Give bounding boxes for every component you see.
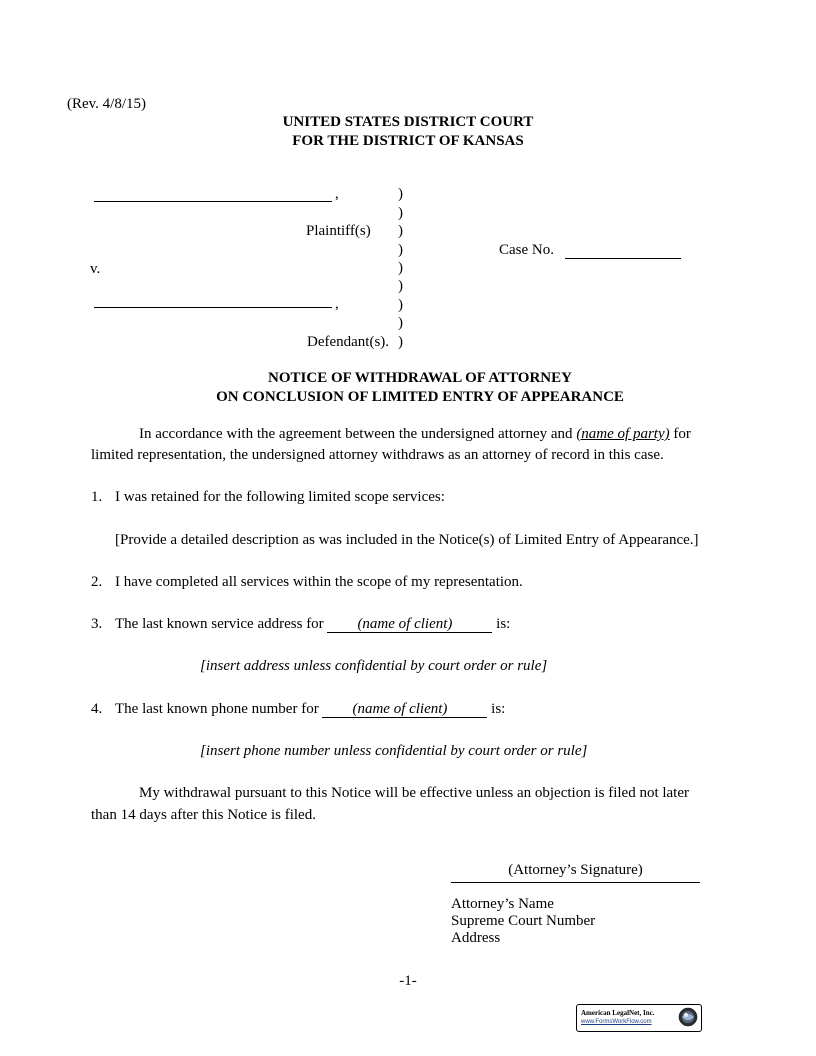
- party-name-placeholder[interactable]: (name of party): [576, 426, 670, 442]
- item-4-text-pre: The last known phone number for: [115, 701, 319, 717]
- paren: ): [398, 223, 403, 239]
- plaintiff-label: Plaintiff(s): [306, 223, 371, 239]
- address-description[interactable]: [insert address unless confidential by court order or rule]: [200, 658, 548, 674]
- paren: ): [398, 260, 403, 276]
- supreme-court-number[interactable]: Supreme Court Number: [451, 913, 596, 929]
- client-name-field-3[interactable]: [327, 617, 492, 633]
- item-text-4: [115, 701, 505, 718]
- defendant-name-line[interactable]: [94, 307, 332, 308]
- item-text-1: I was retained for the following limited scope services:: [115, 489, 445, 505]
- phone-description[interactable]: [insert phone number unless confidential by court order or rule]: [200, 743, 588, 759]
- intro-line2: limited representation, the undersigned attorney withdraws as an attorney of record in this case.: [91, 447, 664, 463]
- item-3-text-pre: The last known service address for: [115, 616, 324, 632]
- item-number-1: 1.: [91, 489, 103, 505]
- client-name-placeholder-4: (name of client): [352, 701, 448, 717]
- paren: ): [398, 242, 403, 258]
- notice-title-line1: NOTICE OF WITHDRAWAL OF ATTORNEY: [268, 370, 572, 386]
- closing-line2: than 14 days after this Notice is filed.: [91, 807, 316, 823]
- paren: ): [398, 334, 403, 350]
- closing-line1: My withdrawal pursuant to this Notice will be effective unless an objection is filed not later: [139, 785, 690, 801]
- item-number-2: 2.: [91, 574, 103, 590]
- item-text-3: [115, 616, 510, 633]
- paren: ): [398, 278, 403, 294]
- american-legalnet-logo[interactable]: [576, 1004, 702, 1032]
- client-name-placeholder-3: (name of client): [357, 616, 453, 632]
- notice-title-line2: ON CONCLUSION OF LIMITED ENTRY OF APPEARANCE: [216, 389, 624, 405]
- services-description[interactable]: [Provide a detailed description as was included in the Notice(s) of Limited Entry of Appearance.]: [115, 532, 699, 548]
- intro-text-part2: for: [673, 426, 691, 442]
- revision-date: (Rev. 4/8/15): [67, 96, 147, 112]
- logo-website-link[interactable]: www.FormsWorkFlow.com: [581, 1019, 652, 1025]
- client-name-field-4[interactable]: [322, 702, 487, 718]
- logo-company-name: American LegalNet, Inc.: [581, 1009, 655, 1017]
- page-number: -1-: [399, 973, 417, 989]
- paren: ): [398, 315, 403, 331]
- signature-line[interactable]: [451, 882, 700, 883]
- item-4-text-post: is:: [491, 701, 506, 717]
- signature-label: (Attorney’s Signature): [508, 862, 643, 878]
- attorney-name[interactable]: Attorney’s Name: [451, 896, 554, 912]
- item-number-4: 4.: [91, 701, 103, 717]
- paren: ): [398, 297, 403, 313]
- plaintiff-name-line[interactable]: [94, 201, 332, 202]
- versus-label: v.: [90, 261, 101, 277]
- item-3-text-post: is:: [496, 616, 511, 632]
- item-text-2: I have completed all services within the scope of my representation.: [115, 574, 523, 590]
- intro-line1: [139, 426, 691, 443]
- plaintiff-comma: ,: [335, 186, 339, 202]
- court-name-line1: UNITED STATES DISTRICT COURT: [282, 114, 534, 130]
- item-number-3: 3.: [91, 616, 103, 632]
- intro-text-part1: In accordance with the agreement between the undersigned attorney and: [139, 426, 573, 442]
- case-number-label: Case No.: [499, 242, 554, 258]
- defendant-label: Defendant(s).: [307, 334, 390, 350]
- court-name-line2: FOR THE DISTRICT OF KANSAS: [292, 133, 524, 149]
- paren: ): [398, 205, 403, 221]
- defendant-comma: ,: [335, 296, 339, 312]
- case-number-line[interactable]: [565, 258, 681, 259]
- paren: ): [398, 186, 403, 202]
- attorney-address[interactable]: Address: [451, 930, 501, 946]
- globe-icon: [678, 1007, 698, 1027]
